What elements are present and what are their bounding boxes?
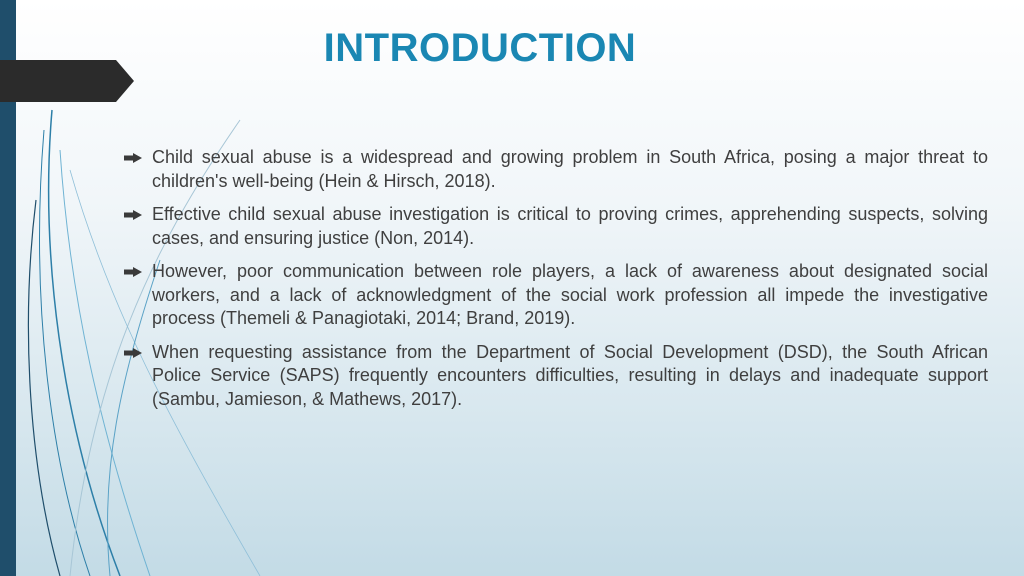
bullet-text: Effective child sexual abuse investigation is critical to proving crimes, apprehending suspects, solving cases, and ensuring justice (Non, 2014). [152, 204, 988, 248]
bullet-item [124, 146, 988, 193]
bullet-text: When requesting assistance from the Department of Social Development (DSD), the South African Police Service (SAPS) frequently encounters difficulties, resulting in delays and inadequate support (Sambu, Jamieson, & Mathews, 2017). [152, 341, 988, 409]
slide-title: INTRODUCTION [323, 26, 637, 70]
arrow-bullet-icon [124, 348, 142, 358]
arrow-bullet-icon [124, 153, 142, 163]
bullet-item [124, 341, 988, 412]
bullet-text: However, poor communication between role players, a lack of awareness about designated social workers, and a lack of acknowledgment of the social work profession all impede the investigative process (Themeli & Panagiotaki, 2014; Brand, 2019). [152, 261, 988, 328]
arrow-bullet-icon [124, 210, 142, 220]
bullet-item [124, 260, 988, 331]
bullet-text: Child sexual abuse is a widespread and growing problem in South Africa, posing a major threat to children's well-being (Hein & Hirsch, 2018). [152, 147, 988, 191]
arrow-bullet-icon [124, 267, 142, 277]
bullet-list [124, 146, 988, 421]
bullet-item [124, 203, 988, 250]
